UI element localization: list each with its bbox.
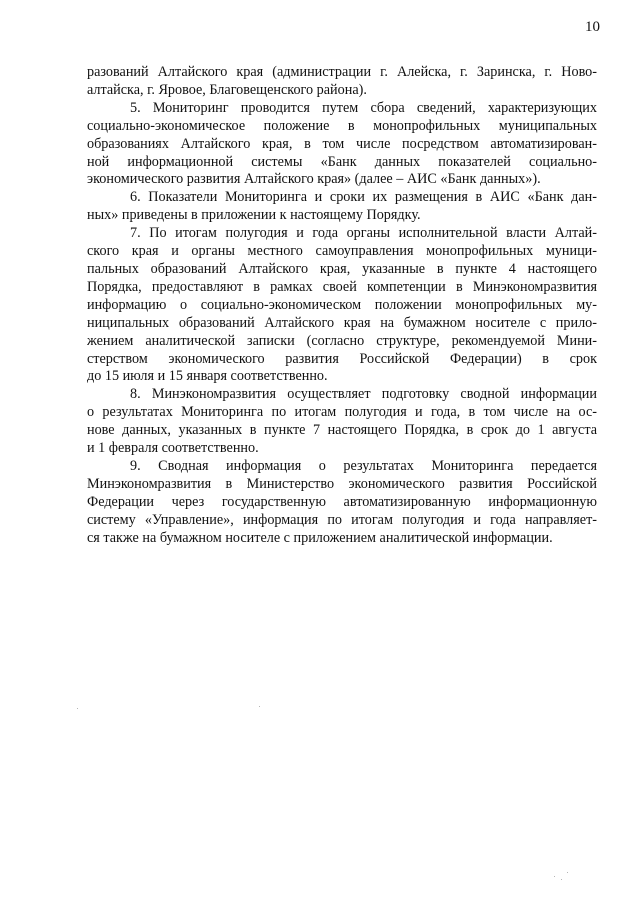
text-line: ского края и органы местного самоуправления монопрофильных муници- [87,243,597,260]
text-line: 5. Мониторинг проводится путем сбора сведений, характеризующих [130,99,597,116]
page-number: 10 [585,19,600,35]
paragraph [87,458,597,548]
paragraph [87,386,597,458]
text-line: и 1 февраля соответственно. [87,440,259,457]
text-line: ниципальных образований Алтайского края на бумажном носителе с прило- [87,314,597,331]
text-line: социально-экономическое положение в монопрофильных муниципальных [87,117,597,134]
text-line: 9. Сводная информация о результатах Мониторинга передается [130,457,597,474]
text-line: экономического развития Алтайского края» (далее – АИС «Банк данных»). [87,171,541,188]
text-line: ся также на бумажном носителе с приложением аналитической информации. [87,529,553,546]
text-line: 7. По итогам полугодия и года органы исполнительной власти Алтай- [130,225,597,242]
scan-speck [567,872,568,873]
text-line: жением аналитической записки (согласно структуре, рекомендуемой Мини- [87,332,597,349]
text-line: разований Алтайского края (администрации г. Алейска, г. Заринска, г. Ново- [87,64,597,80]
text-line: стерством экономического развития Российской Федерации) в срок [87,350,597,367]
text-line: Порядка, предоставляют в рамках своей компетенции в Минэкономразвития [87,278,597,295]
document-body [87,64,597,547]
text-line: о результатах Мониторинга по итогам полугодия и года, в том числе на ос- [87,404,597,421]
text-line: алтайска, г. Яровое, Благовещенского района). [87,81,367,98]
text-line: нове данных, указанных в пункте 7 настоящего Порядка, в срок до 1 августа [87,422,597,439]
scan-speck [561,879,562,880]
paragraph [87,189,597,225]
text-line: 6. Показатели Мониторинга и сроки их размещения в АИС «Банк дан- [130,189,597,206]
paragraph [87,225,597,386]
paragraph [87,100,597,190]
text-line: ных» приведены в приложении к настоящему Порядку. [87,207,421,224]
text-line: Минэкономразвития в Министерство экономического развития Российской [87,475,597,492]
text-line: пальных образований Алтайского края, указанные в пункте 4 настоящего [87,260,597,277]
text-line: Федерации через государственную автоматизированную информационную [87,493,597,510]
text-line: 8. Минэкономразвития осуществляет подготовку сводной информации [130,386,597,403]
text-line: образованиях Алтайского края, в том числе посредством автоматизирован- [87,135,597,152]
scan-speck [77,708,78,709]
text-line: до 15 июля и 15 января соответственно. [87,368,328,385]
text-line: ной информационной системы «Банк данных показателей социально- [87,153,597,170]
paragraph [87,64,597,100]
scan-speck [259,706,260,707]
text-line: систему «Управление», информация по итогам полугодия и года направляет- [87,511,597,528]
text-line: информацию о социально-экономическом положении монопрофильных му- [87,296,597,313]
scan-speck [554,876,555,877]
